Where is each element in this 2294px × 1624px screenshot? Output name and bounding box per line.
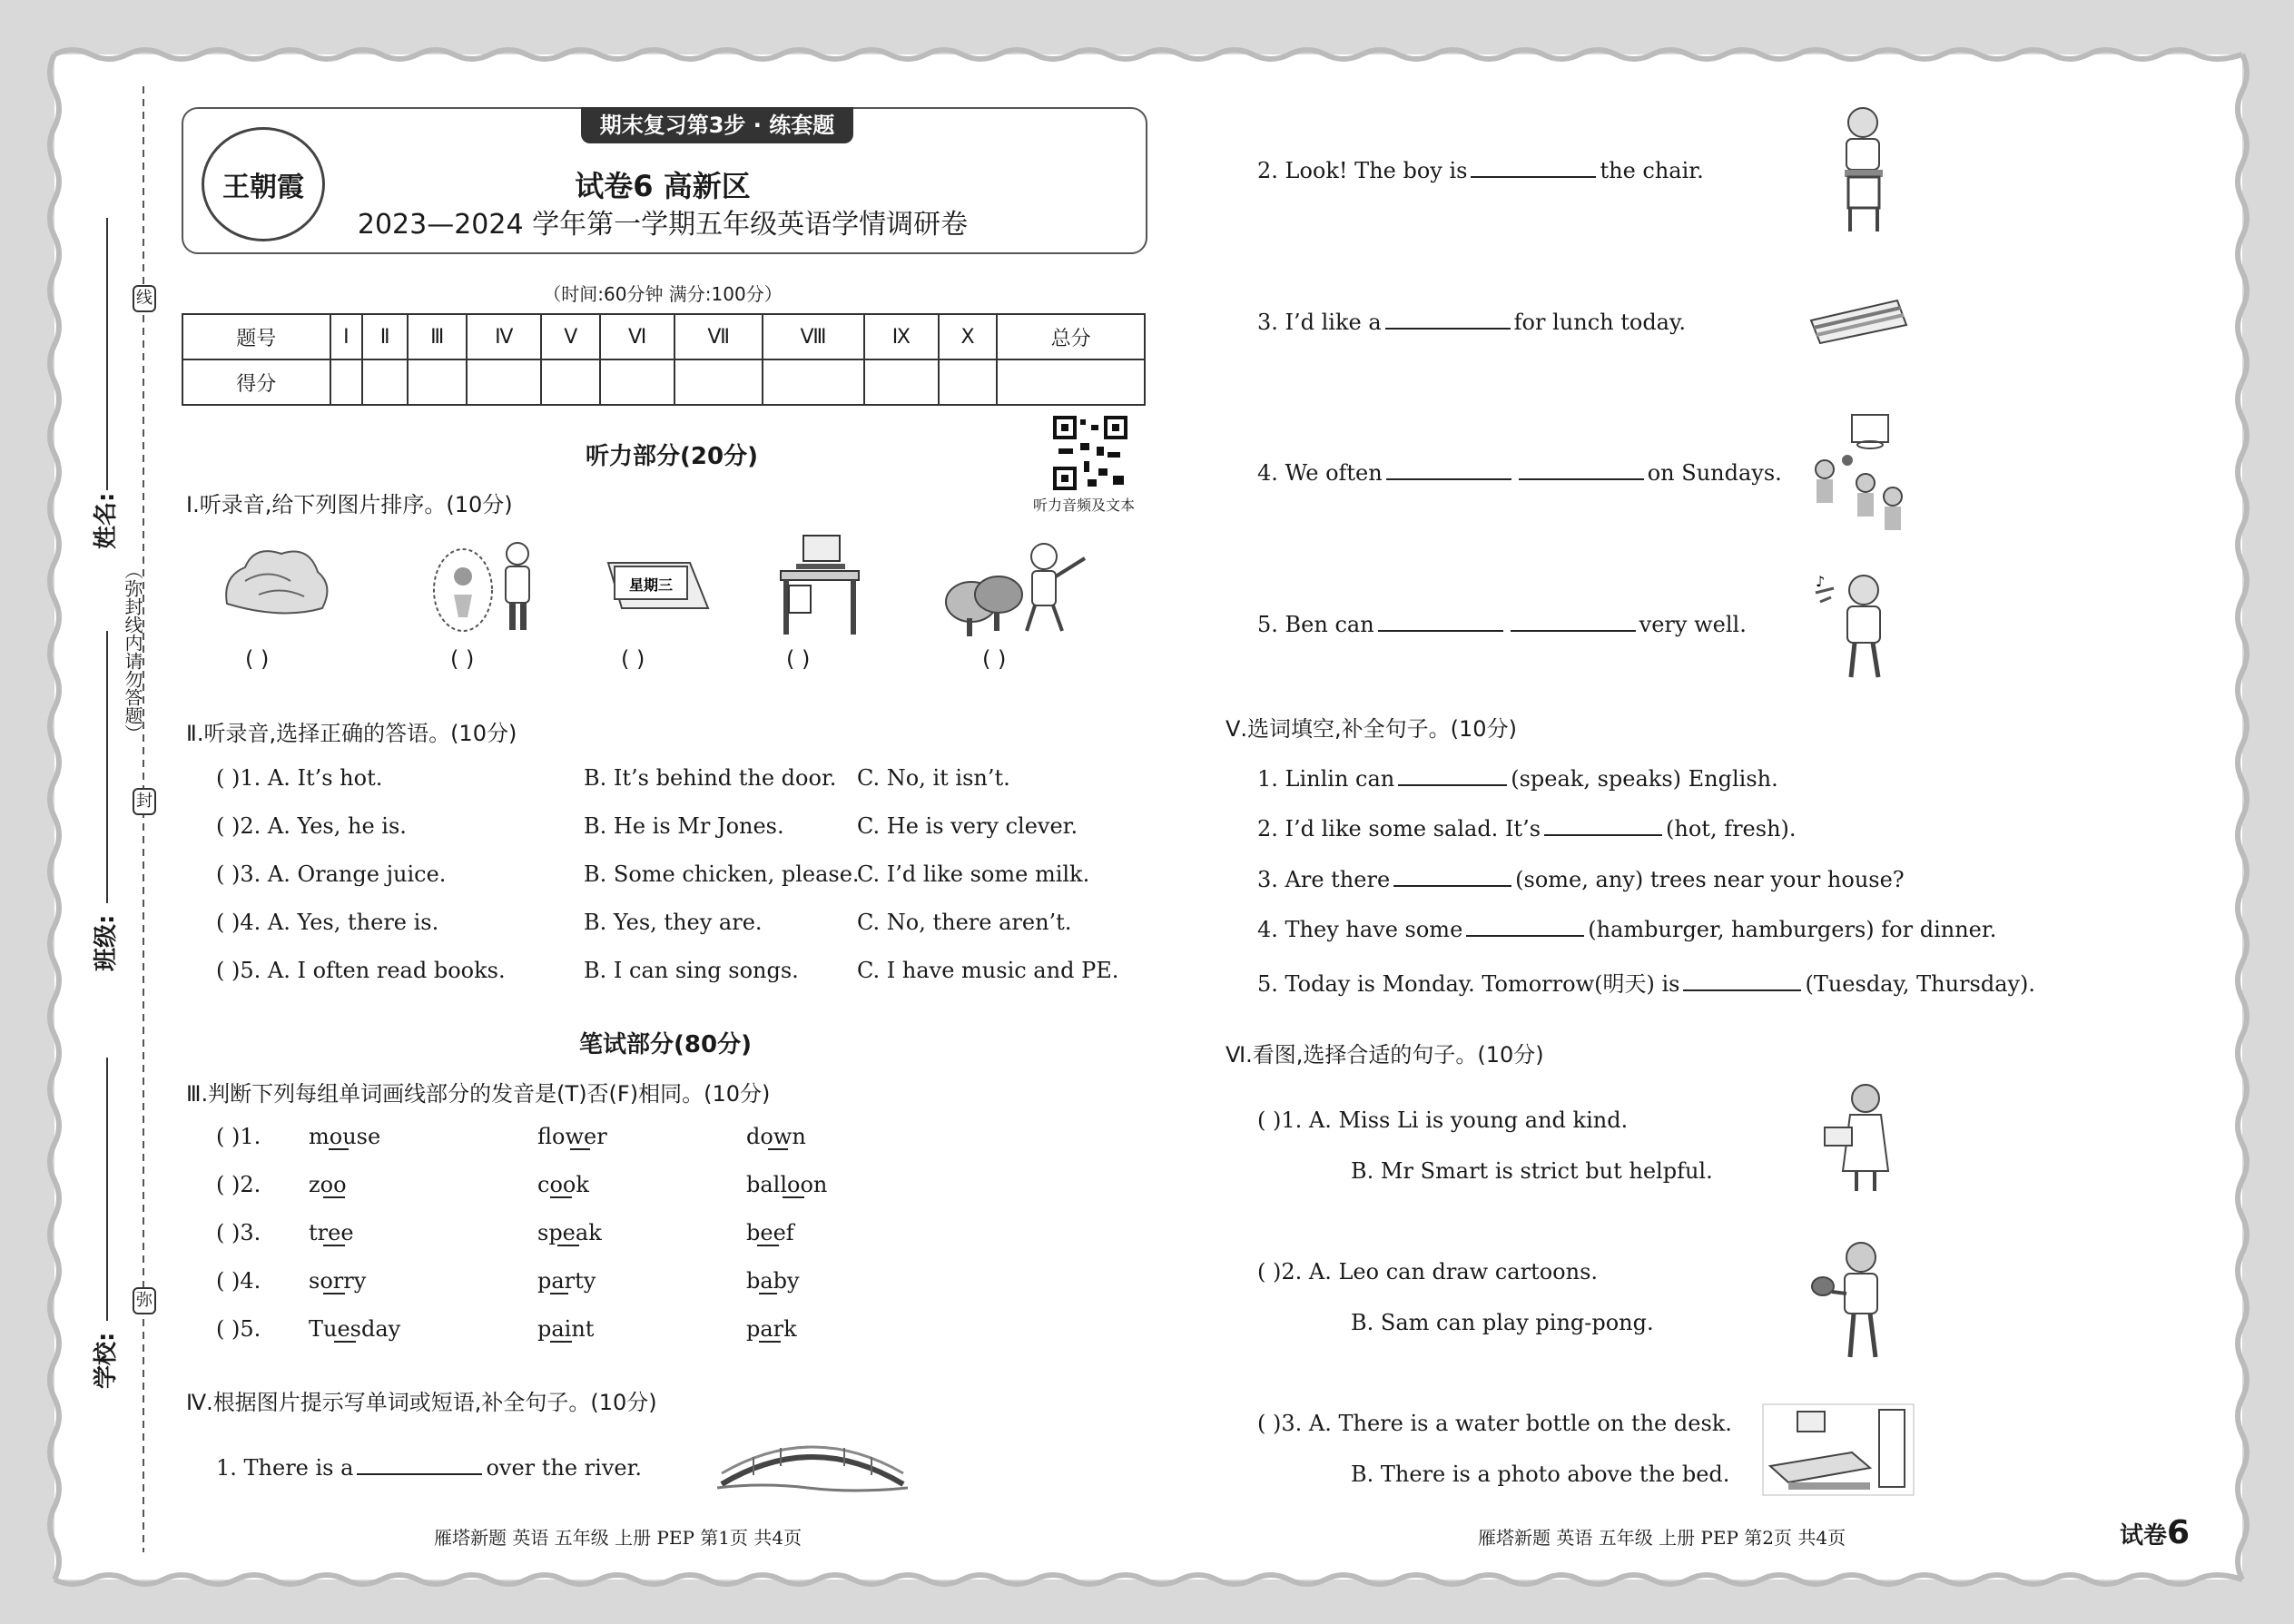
- part5-title: Ⅴ.选词填空,补全句子。(10分): [1226, 716, 1517, 742]
- table-cell: Ⅵ: [600, 314, 674, 359]
- word: flower: [537, 1124, 607, 1149]
- item-options: (some, any) trees near your house?: [1515, 867, 1905, 892]
- table-cell: 得分: [182, 359, 330, 405]
- list-item[interactable]: ( )3. A. Orange juice.: [216, 861, 447, 887]
- item-text: 2. I’d like some salad. It’s: [1257, 816, 1541, 842]
- list-item: [1257, 966, 2035, 998]
- option-c: C. I’d like some milk.: [857, 861, 1090, 887]
- answer-blank[interactable]: [1511, 610, 1636, 632]
- word: sorry: [309, 1268, 367, 1294]
- seal-box-xian: 线: [133, 285, 156, 312]
- table-cell: Ⅶ: [674, 314, 763, 359]
- item-options: (hamburger, hamburgers) for dinner.: [1588, 917, 1997, 942]
- list-item: [1257, 915, 1996, 942]
- word: balloon: [746, 1172, 828, 1197]
- part1-title: Ⅰ.听录音,给下列图片排序。(10分): [186, 492, 513, 517]
- table-cell: Ⅱ: [362, 314, 408, 359]
- word: zoo: [309, 1172, 347, 1197]
- bedroom-picture: [1761, 1403, 1915, 1498]
- q4-text-a: 4. We often: [1257, 460, 1383, 486]
- word: mouse: [309, 1124, 381, 1149]
- list-item[interactable]: ( )4. A. Yes, there is.: [216, 910, 439, 935]
- option-c: C. He is very clever.: [857, 813, 1078, 839]
- class-label: 班级:: [93, 914, 120, 971]
- table-cell: Ⅳ: [467, 314, 541, 359]
- order-paren[interactable]: ( ): [621, 646, 645, 672]
- listening-title: 听力部分(20分): [586, 443, 758, 470]
- order-paren[interactable]: ( ): [245, 646, 270, 672]
- logo-text: 王朝霞: [222, 172, 304, 203]
- part4-q4: [1257, 458, 1782, 486]
- bridge-picture: [717, 1439, 908, 1493]
- word: park: [746, 1316, 797, 1342]
- footer-left: 雁塔新题 英语 五年级 上册 PEP 第1页 共4页: [434, 1527, 802, 1549]
- table-cell: Ⅴ: [541, 314, 600, 359]
- writing-title: 笔试部分(80分): [579, 1031, 752, 1058]
- item-options: (hot, fresh).: [1666, 816, 1797, 842]
- option-c: C. No, there aren’t.: [857, 910, 1072, 935]
- part3-underlines: [0, 0, 1180, 1362]
- seal-box-feng: 封: [133, 788, 156, 815]
- boy-on-chair-picture: [1826, 104, 1908, 236]
- word: beef: [746, 1220, 794, 1245]
- word: baby: [746, 1268, 800, 1294]
- item-options: (Tuesday, Thursday).: [1805, 971, 2036, 997]
- part4-q1: [216, 1453, 642, 1481]
- list-item[interactable]: ( )1. A. Miss Li is young and kind.: [1257, 1107, 1629, 1133]
- part4-q3: [1257, 308, 1686, 335]
- paper-tag-label: 试卷: [2120, 1522, 2168, 1550]
- basketball-picture: [1811, 410, 1911, 537]
- option-b: B. I can sing songs.: [584, 958, 799, 983]
- option-b: B. It’s behind the door.: [584, 765, 837, 791]
- answer-blank[interactable]: [1386, 458, 1511, 480]
- word: speak: [537, 1220, 602, 1245]
- answer-blank[interactable]: [1519, 458, 1644, 480]
- part6-title: Ⅵ.看图,选择合适的句子。(10分): [1226, 1042, 1544, 1068]
- table-cell: Ⅸ: [864, 314, 939, 359]
- answer-blank[interactable]: [1471, 156, 1596, 178]
- word: paint: [537, 1316, 595, 1342]
- word: cook: [537, 1172, 589, 1197]
- answer-blank[interactable]: [1378, 610, 1503, 632]
- part2-title: Ⅱ.听录音,选择正确的答语。(10分): [186, 721, 517, 746]
- list-item[interactable]: ( )2.: [216, 1172, 261, 1197]
- list-item[interactable]: ( )3.: [216, 1220, 261, 1245]
- answer-blank[interactable]: [1683, 969, 1801, 991]
- list-item: [1257, 865, 1905, 892]
- list-item[interactable]: ( )2. A. Leo can draw cartoons.: [1257, 1259, 1599, 1284]
- option-b: B. Yes, they are.: [584, 910, 763, 935]
- option-b: B. He is Mr Jones.: [584, 813, 784, 839]
- q2-text-a: 2. Look! The boy is: [1257, 158, 1468, 183]
- seal-notice: （弥封线内请勿答题）: [122, 561, 143, 743]
- q5-text-a: 5. Ben can: [1257, 612, 1374, 637]
- list-item[interactable]: ( )4.: [216, 1268, 261, 1294]
- option-b: B. Mr Smart is strict but helpful.: [1351, 1158, 1713, 1184]
- q1-text-b: over the river.: [486, 1455, 643, 1481]
- exam-title: 试卷6 高新区: [575, 169, 751, 203]
- q4-text-b: on Sundays.: [1647, 460, 1782, 486]
- paper-tag: [2120, 1514, 2190, 1551]
- order-paren[interactable]: ( ): [786, 646, 811, 672]
- q3-text-b: for lunch today.: [1513, 310, 1686, 335]
- answer-blank[interactable]: [1393, 865, 1511, 887]
- item-text: 3. Are there: [1257, 867, 1391, 892]
- list-item[interactable]: ( )1. A. It’s hot.: [216, 765, 383, 791]
- paper-tag-number: 6: [2167, 1514, 2191, 1551]
- table-cell: Ⅰ: [330, 314, 363, 359]
- order-paren[interactable]: ( ): [982, 646, 1007, 672]
- part4-q5: [1257, 610, 1747, 637]
- order-paren[interactable]: ( ): [450, 646, 475, 672]
- part4-q2: [1257, 156, 1704, 183]
- word: down: [746, 1124, 806, 1149]
- option-c: C. I have music and PE.: [857, 958, 1119, 983]
- q1-text-a: 1. There is a: [216, 1455, 354, 1481]
- word: tree: [309, 1220, 354, 1245]
- teacher-picture: [1816, 1080, 1906, 1194]
- q5-text-b: very well.: [1639, 612, 1747, 637]
- list-item[interactable]: ( )5.: [216, 1316, 261, 1342]
- answer-blank[interactable]: [1398, 764, 1507, 786]
- option-b: B. There is a photo above the bed.: [1351, 1462, 1730, 1487]
- svg-text:♪: ♪: [1816, 573, 1826, 590]
- footer-right: 雁塔新题 英语 五年级 上册 PEP 第2页 共4页: [1478, 1527, 1846, 1549]
- part4-title: Ⅳ.根据图片提示写单词或短语,补全句子。(10分): [186, 1390, 657, 1415]
- item-options: (speak, speaks) English.: [1511, 766, 1778, 792]
- table-cell: 题号: [182, 314, 330, 359]
- list-item[interactable]: ( )5. A. I often read books.: [216, 958, 506, 983]
- answer-blank[interactable]: [357, 1453, 482, 1475]
- table-cell: Ⅹ: [939, 314, 998, 359]
- exam-subtitle: 2023—2024 学年第一学期五年级英语学情调研卷: [357, 209, 969, 241]
- list-item: [1257, 764, 1778, 792]
- word: Tuesday: [309, 1316, 401, 1342]
- option-b: B. Sam can play ping-pong.: [1351, 1310, 1654, 1335]
- review-banner: 期末复习第3步 · 练套题: [581, 107, 853, 143]
- answer-blank[interactable]: [1544, 814, 1662, 836]
- school-label: 学校:: [93, 1332, 120, 1389]
- ping-pong-player-picture: [1807, 1239, 1906, 1362]
- list-item[interactable]: ( )1.: [216, 1124, 261, 1149]
- q2-text-b: the chair.: [1600, 158, 1704, 183]
- table-cell: Ⅲ: [408, 314, 467, 359]
- answer-blank[interactable]: [1385, 308, 1511, 330]
- list-item[interactable]: ( )3. A. There is a water bottle on the desk.: [1257, 1411, 1732, 1436]
- table-cell: Ⅷ: [763, 314, 864, 359]
- table-cell: 总分: [997, 314, 1145, 359]
- calendar-text: 星期三: [628, 576, 674, 594]
- time-info: （时间:60分钟 满分:100分）: [543, 283, 783, 305]
- option-c: C. No, it isn’t.: [857, 765, 1010, 791]
- name-label: 姓名:: [93, 492, 120, 549]
- item-text: 5. Today is Monday. Tomorrow(明天) is: [1257, 971, 1680, 997]
- list-item: [1257, 814, 1797, 842]
- qr-caption: 听力音频及文本: [1033, 497, 1136, 514]
- sandwich-picture: [1807, 293, 1911, 348]
- list-item[interactable]: ( )2. A. Yes, he is.: [216, 813, 407, 839]
- item-text: 1. Linlin can: [1257, 766, 1395, 792]
- part3-title: Ⅲ.判断下列每组单词画线部分的发音是(T)否(F)相同。(10分): [186, 1081, 771, 1107]
- seal-box-mi: 弥: [133, 1287, 156, 1314]
- boy-singing-picture: [1811, 570, 1911, 684]
- option-b: B. Some chicken, please.: [584, 861, 860, 887]
- word: party: [537, 1268, 596, 1294]
- item-text: 4. They have some: [1257, 917, 1463, 942]
- answer-blank[interactable]: [1466, 915, 1584, 937]
- q3-text-a: 3. I’d like a: [1257, 310, 1382, 335]
